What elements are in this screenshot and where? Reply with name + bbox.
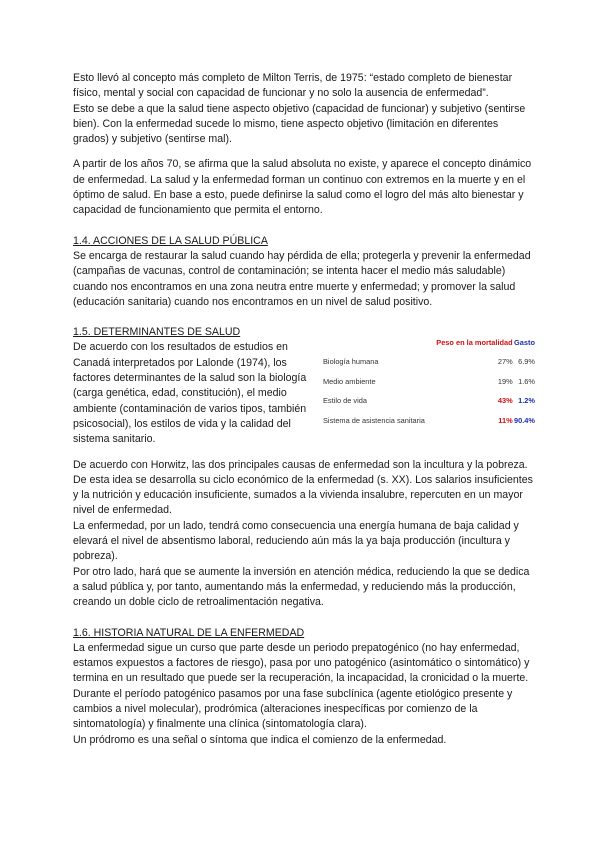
table-cell-label: Medio ambiente bbox=[323, 376, 376, 386]
table-cell-gasto: 1.2% bbox=[518, 396, 535, 406]
section-heading-historia: 1.6. HISTORIA NATURAL DE LA ENFERMEDAD bbox=[73, 626, 305, 639]
consequence-paragraph: La enfermedad, por un lado, tendrá como consecuencia una energía humana de baja calidad y elevará el nivel de absentismo laboral, reduciendo aún más la ya baja producción (incultura y pobreza). bbox=[73, 519, 519, 563]
table-row bbox=[323, 416, 535, 436]
table-row bbox=[323, 377, 535, 397]
table-cell-mortalidad: 11% bbox=[498, 415, 513, 425]
section-determinantes bbox=[73, 322, 533, 610]
determinantes-table bbox=[323, 338, 535, 435]
table-cell-gasto: 6.9% bbox=[518, 357, 535, 367]
table-header-gasto: Gasto bbox=[514, 338, 535, 348]
table-row bbox=[323, 396, 535, 416]
document-body bbox=[73, 71, 533, 748]
table-cell-gasto: 90.4% bbox=[514, 415, 535, 425]
intro-paragraph-aspects: Esto se debe a que la salud tiene aspecto objetivo (capacidad de funcionar) y subjetivo (sentirse bien). Con la enfermedad sucede lo mismo, tiene aspecto objetivo (limitación en diferentes grados) y subjetivo (sentirse mal). bbox=[73, 102, 526, 146]
investment-paragraph: Por otro lado, hará que se aumente la inversión en atención médica, reduciendo la que se dedica a salud pública y, por tanto, aumentando más la enfermedad, y reduciendo más la producción, creando un doble ciclo de retroalimentación negativa. bbox=[73, 565, 530, 609]
historia-paragraph-course: La enfermedad sigue un curso que parte desde un periodo prepatogénico (no hay enfermedad, estamos expuestos a factores de riesgo), pasa por uno patogénico (asintomático o sintomático) y termina en un resultado que puede ser la recuperación, la incapacidad, la cronicidad o la muerte. bbox=[73, 641, 530, 685]
table-cell-label: Sistema de asistencia sanitaria bbox=[323, 415, 425, 425]
table-cell-label: Estilo de vida bbox=[323, 396, 367, 406]
historia-paragraph-prodromo: Un pródromo es una señal o síntoma que indica el comienzo de la enfermedad. bbox=[73, 733, 447, 746]
intro-paragraph-dynamic: A partir de los años 70, se afirma que la salud absoluta no existe, y aparece el concepto dinámico de enfermedad. La salud y la enfermedad forman un continuo con extremos en la muerte y en el óptimo de salud. En base a esto, puede definirse la salud como el logro del más alto bienestar y capacidad de funcionamiento que permita el entorno. bbox=[73, 158, 532, 217]
horwitz-paragraph: De acuerdo con Horwitz, las dos principales causas de enfermedad son la incultura y la pobreza. De esta idea se desarrolla su ciclo económico de la enfermedad (s. XX). Los salarios insuficientes y la nutrición y educación insuficiente, sumados a la vivienda insalubre, repercuten en un mayor nivel de enfermedad. bbox=[73, 458, 533, 517]
table-cell-mortalidad: 19% bbox=[497, 376, 513, 386]
section-heading-acciones: 1.4. ACCIONES DE LA SALUD PÚBLICA bbox=[73, 234, 268, 247]
table-header-mortalidad: Peso en la mortalidad bbox=[436, 338, 513, 348]
table-cell-gasto: 1.6% bbox=[518, 376, 535, 386]
section-historia bbox=[73, 623, 533, 748]
acciones-paragraph: Se encarga de restaurar la salud cuando hay pérdida de ella; protegerla y prevenir la enfermedad (campañas de vacunas, control de contaminación; se intenta hacer el medio más saludable) cuando nos encontramos en una zona neutra entre muerte y enfermedad; y promover la salud (educación sanitaria) cuando nos encontramos en un nivel de salud positivo. bbox=[73, 249, 531, 308]
historia-paragraph-phases: Durante el período patogénico pasamos por una fase subclínica (agente etiológico presente y cambios a nivel molecular), prodrómica (alteraciones inespecíficas por comienzo de la sintomatología) y finalmente una clínica (sintomatología clara). bbox=[73, 687, 513, 731]
table-row bbox=[323, 357, 535, 377]
table-cell-mortalidad: 43% bbox=[497, 396, 513, 406]
section-heading-determinantes: 1.5. DETERMINANTES DE SALUD bbox=[73, 326, 241, 339]
intro-paragraph-terris: Esto llevó al concepto más completo de Milton Terris, de 1975: “estado completo de bienestar físico, mental y social con capacidad de funcionar y no solo la ausencia de enfermedad”. bbox=[73, 72, 513, 100]
section-acciones bbox=[73, 231, 533, 310]
table-cell-mortalidad: 27% bbox=[497, 357, 513, 367]
determinantes-paragraph: De acuerdo con los resultados de estudios en Canadá interpretados por Lalonde (1974), los factores determinantes de la salud son la biología (carga genética, edad, constitución), el medio ambiente (contaminación de varios tipos, también psicosocial), los estilos de vida y la calidad del sistema sanitario. bbox=[73, 341, 307, 446]
table-cell-label: Biología humana bbox=[323, 357, 379, 367]
